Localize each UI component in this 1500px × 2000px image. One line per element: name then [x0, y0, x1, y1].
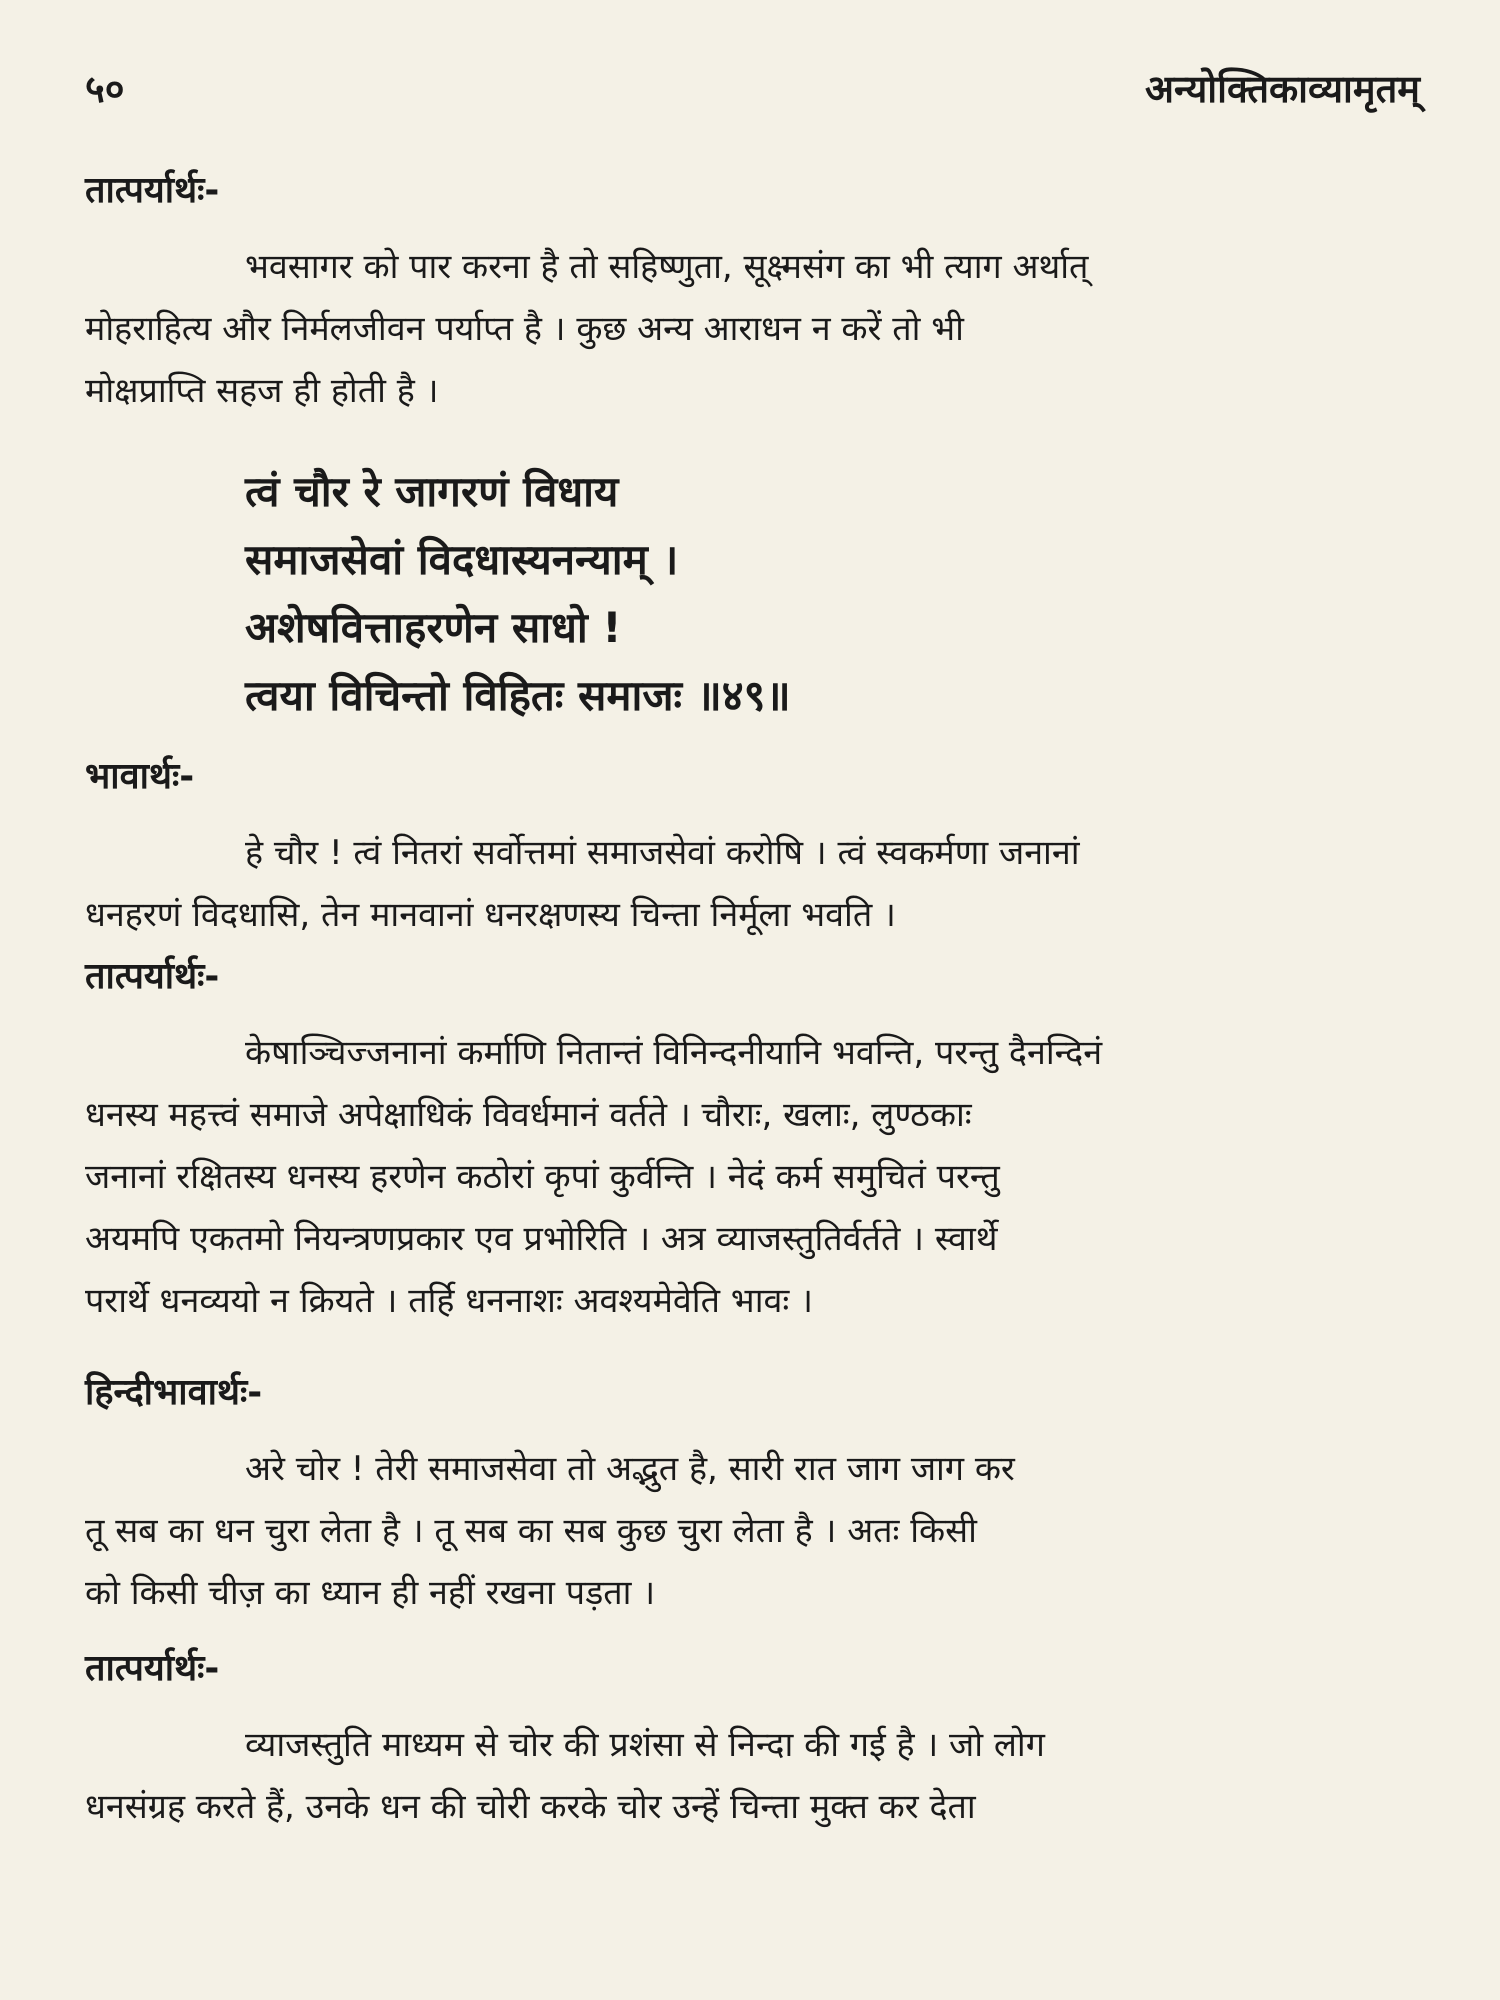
- section-heading-tatparyartha-2: तात्पर्यार्थः-: [85, 956, 220, 997]
- text-line: धनस्य महत्त्वं समाजे अपेक्षाधिकं विवर्धमानं वर्तते । चौराः, खलाः, लुण्ठकाः: [85, 1095, 972, 1135]
- verse-block: [245, 458, 1420, 730]
- text-line: को किसी चीज़ का ध्यान ही नहीं रखना पड़ता ।: [85, 1573, 656, 1613]
- page-body: [85, 160, 1420, 1838]
- page-number: ५०: [85, 67, 125, 111]
- text-line: तू सब का धन चुरा लेता है । तू सब का सब कुछ चुरा लेता है । अतः किसी: [85, 1511, 977, 1551]
- paragraph-tatparyartha-3: [85, 1714, 1420, 1838]
- verse-line: त्वं चौर रे जागरणं विधाय: [245, 467, 619, 516]
- paragraph-tatparyartha-1: [85, 236, 1420, 422]
- text-line: हे चौर ! त्वं नितरां सर्वोत्तमां समाजसेवां करोषि । त्वं स्वकर्मणा जनानां: [245, 833, 1080, 873]
- text-line: अरे चोर ! तेरी समाजसेवा तो अद्भुत है, सारी रात जाग जाग कर: [245, 1449, 1015, 1489]
- section-heading-hindi-bhavartha: हिन्दीभावार्थः-: [85, 1372, 263, 1413]
- section-heading-tatparyartha-3: तात्पर्यार्थः-: [85, 1648, 220, 1689]
- text-line: मोहराहित्य और निर्मलजीवन पर्याप्त है । कुछ अन्य आराधन न करें तो भी: [85, 309, 964, 349]
- verse-line: अशेषवित्ताहरणेन साधो !: [245, 603, 622, 652]
- verse-line: समाजसेवां विदधास्यनन्याम् ।: [245, 535, 679, 584]
- text-line: जनानां रक्षितस्य धनस्य हरणेन कठोरां कृपां कुर्वन्ति । नेदं कर्म समुचितं परन्तु: [85, 1157, 1000, 1197]
- text-line: केषाञ्चिज्जनानां कर्माणि नितान्तं विनिन्दनीयानि भवन्ति, परन्तु दैनन्दिनं: [245, 1033, 1103, 1073]
- text-line: मोक्षप्राप्ति सहज ही होती है ।: [85, 371, 439, 411]
- paragraph-bhavartha: [85, 822, 1420, 946]
- text-line: व्याजस्तुति माध्यम से चोर की प्रशंसा से निन्दा की गई है । जो लोग: [245, 1725, 1045, 1765]
- page-header: [85, 58, 1420, 118]
- text-line: भवसागर को पार करना है तो सहिष्णुता, सूक्ष्मसंग का भी त्याग अर्थात्: [245, 247, 1089, 287]
- running-title: अन्योक्तिकाव्यामृतम्: [1144, 67, 1420, 111]
- paragraph-hindi-bhavartha: [85, 1438, 1420, 1624]
- text-line: परार्थे धनव्ययो न क्रियते । तर्हि धननाशः अवश्यमेवेति भावः ।: [85, 1281, 813, 1321]
- text-line: अयमपि एकतमो नियन्त्रणप्रकार एव प्रभोरिति । अत्र व्याजस्तुतिर्वर्तते । स्वार्थे: [85, 1219, 998, 1259]
- section-heading-bhavartha: भावार्थः-: [85, 756, 195, 797]
- paragraph-tatparyartha-2: [85, 1022, 1420, 1332]
- text-line: धनहरणं विदधासि, तेन मानवानां धनरक्षणस्य चिन्ता निर्मूला भवति ।: [85, 895, 896, 935]
- verse-line: त्वया विचिन्तो विहितः समाजः ॥४९॥: [245, 671, 791, 720]
- text-line: धनसंग्रह करते हैं, उनके धन की चोरी करके चोर उन्हें चिन्ता मुक्त कर देता: [85, 1787, 976, 1827]
- section-heading-tatparyartha-1: तात्पर्यार्थः-: [85, 170, 220, 211]
